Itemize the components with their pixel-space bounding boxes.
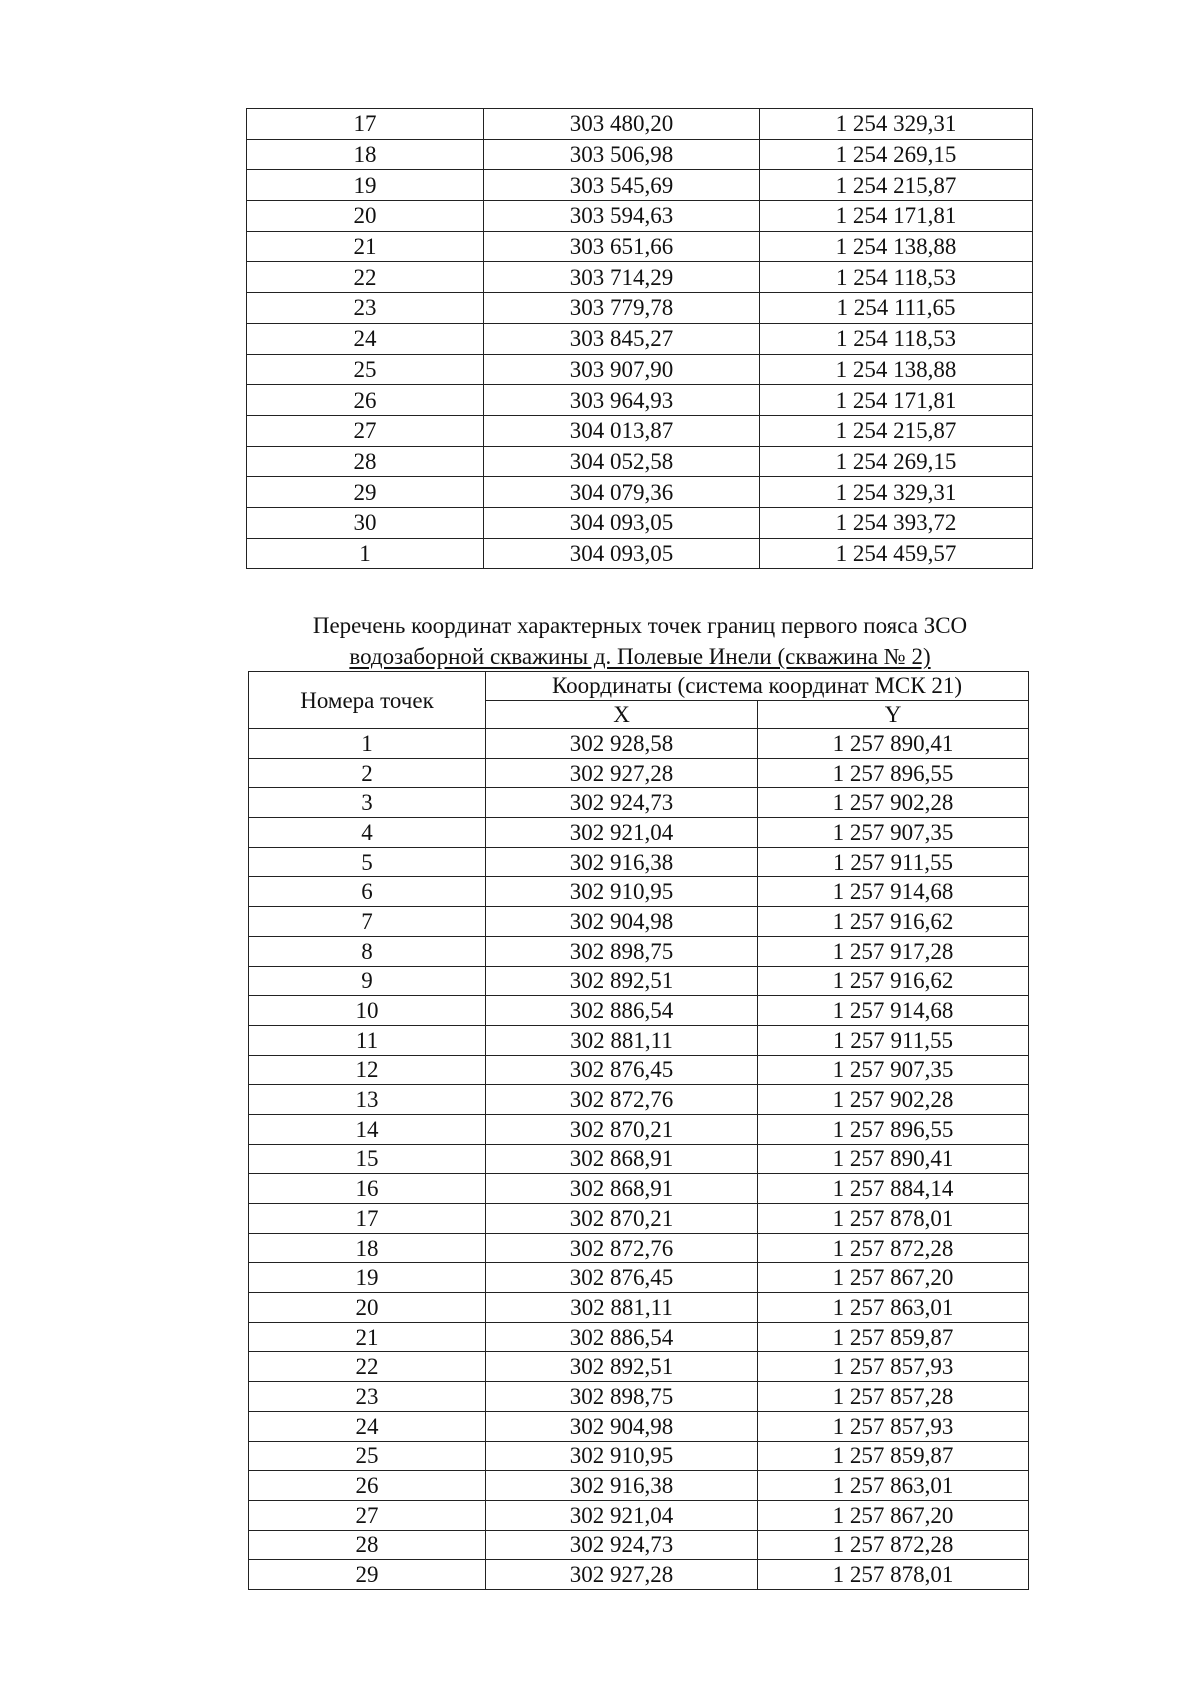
y-coordinate-cell: 1 257 916,62 (758, 966, 1029, 996)
table-row (247, 385, 1033, 416)
x-coordinate-cell: 303 545,69 (484, 170, 760, 201)
coordinates-table-continued-body (247, 109, 1033, 569)
table-row (249, 936, 1029, 966)
table-row (249, 758, 1029, 788)
table-row (247, 354, 1033, 385)
point-number-cell: 19 (247, 170, 484, 201)
y-coordinate-cell: 1 257 867,20 (758, 1500, 1029, 1530)
caption-line-2: водозаборной скважины д. Полевые Инели (скважина № 2) (349, 644, 931, 669)
y-coordinate-cell: 1 254 138,88 (760, 231, 1033, 262)
point-number-cell: 24 (247, 323, 484, 354)
point-number-cell: 20 (247, 201, 484, 232)
x-coordinate-cell: 304 093,05 (484, 507, 760, 538)
x-coordinate-cell: 302 904,98 (486, 907, 758, 937)
table-row (249, 1114, 1029, 1144)
point-number-cell: 30 (247, 507, 484, 538)
table-row (249, 1174, 1029, 1204)
x-coordinate-cell: 302 892,51 (486, 1352, 758, 1382)
y-coordinate-cell: 1 254 118,53 (760, 262, 1033, 293)
point-number-cell: 28 (249, 1530, 486, 1560)
point-number-cell: 23 (249, 1382, 486, 1412)
table-row (249, 1144, 1029, 1174)
table-row (247, 109, 1033, 140)
x-coordinate-cell: 304 093,05 (484, 538, 760, 569)
table-row (249, 1560, 1029, 1590)
y-coordinate-cell: 1 257 863,01 (758, 1293, 1029, 1323)
point-number-cell: 19 (249, 1263, 486, 1293)
x-coordinate-cell: 302 870,21 (486, 1204, 758, 1234)
x-coordinate-cell: 302 927,28 (486, 1560, 758, 1590)
point-number-cell: 26 (247, 385, 484, 416)
x-coordinate-cell: 302 886,54 (486, 1322, 758, 1352)
header-x: X (486, 700, 758, 729)
x-coordinate-cell: 302 921,04 (486, 818, 758, 848)
x-coordinate-cell: 304 079,36 (484, 477, 760, 508)
y-coordinate-cell: 1 254 329,31 (760, 477, 1033, 508)
point-number-cell: 29 (247, 477, 484, 508)
y-coordinate-cell: 1 257 867,20 (758, 1263, 1029, 1293)
y-coordinate-cell: 1 257 878,01 (758, 1560, 1029, 1590)
y-coordinate-cell: 1 257 911,55 (758, 1025, 1029, 1055)
x-coordinate-cell: 302 881,11 (486, 1025, 758, 1055)
point-number-cell: 8 (249, 936, 486, 966)
x-coordinate-cell: 302 872,76 (486, 1085, 758, 1115)
x-coordinate-cell: 303 845,27 (484, 323, 760, 354)
point-number-cell: 22 (247, 262, 484, 293)
x-coordinate-cell: 302 898,75 (486, 936, 758, 966)
y-coordinate-cell: 1 257 896,55 (758, 1114, 1029, 1144)
y-coordinate-cell: 1 257 878,01 (758, 1204, 1029, 1234)
x-coordinate-cell: 302 870,21 (486, 1114, 758, 1144)
point-number-cell: 17 (249, 1204, 486, 1234)
point-number-cell: 1 (249, 729, 486, 759)
y-coordinate-cell: 1 257 863,01 (758, 1471, 1029, 1501)
x-coordinate-cell: 302 892,51 (486, 966, 758, 996)
header-point-numbers: Номера точек (249, 672, 486, 729)
table-row (247, 170, 1033, 201)
table-row (249, 1471, 1029, 1501)
table-row (247, 538, 1033, 569)
y-coordinate-cell: 1 254 171,81 (760, 201, 1033, 232)
table-row (249, 1411, 1029, 1441)
point-number-cell: 25 (249, 1441, 486, 1471)
y-coordinate-cell: 1 257 884,14 (758, 1174, 1029, 1204)
table-row (249, 788, 1029, 818)
point-number-cell: 10 (249, 996, 486, 1026)
table-row (249, 1530, 1029, 1560)
point-number-cell: 7 (249, 907, 486, 937)
table-row (247, 139, 1033, 170)
y-coordinate-cell: 1 254 269,15 (760, 139, 1033, 170)
x-coordinate-cell: 302 928,58 (486, 729, 758, 759)
y-coordinate-cell: 1 257 907,35 (758, 1055, 1029, 1085)
y-coordinate-cell: 1 254 393,72 (760, 507, 1033, 538)
table-row (249, 966, 1029, 996)
header-coordinates: Координаты (система координат МСК 21) (486, 672, 1029, 701)
y-coordinate-cell: 1 254 171,81 (760, 385, 1033, 416)
x-coordinate-cell: 302 876,45 (486, 1263, 758, 1293)
table-row (247, 293, 1033, 324)
y-coordinate-cell: 1 257 857,93 (758, 1411, 1029, 1441)
x-coordinate-cell: 303 779,78 (484, 293, 760, 324)
point-number-cell: 23 (247, 293, 484, 324)
table-row (249, 1352, 1029, 1382)
y-coordinate-cell: 1 254 118,53 (760, 323, 1033, 354)
table-row (249, 996, 1029, 1026)
x-coordinate-cell: 302 881,11 (486, 1293, 758, 1323)
y-coordinate-cell: 1 257 914,68 (758, 996, 1029, 1026)
x-coordinate-cell: 302 886,54 (486, 996, 758, 1026)
point-number-cell: 28 (247, 446, 484, 477)
y-coordinate-cell: 1 257 911,55 (758, 847, 1029, 877)
table-row (247, 415, 1033, 446)
point-number-cell: 9 (249, 966, 486, 996)
y-coordinate-cell: 1 257 857,28 (758, 1382, 1029, 1412)
point-number-cell: 11 (249, 1025, 486, 1055)
table-row (249, 847, 1029, 877)
table-row (249, 877, 1029, 907)
point-number-cell: 17 (247, 109, 484, 140)
y-coordinate-cell: 1 257 907,35 (758, 818, 1029, 848)
table-row (249, 907, 1029, 937)
table-row (249, 1322, 1029, 1352)
x-coordinate-cell: 302 872,76 (486, 1233, 758, 1263)
coordinates-table-well-2-body (249, 729, 1029, 1590)
table-row (247, 201, 1033, 232)
point-number-cell: 20 (249, 1293, 486, 1323)
x-coordinate-cell: 302 868,91 (486, 1144, 758, 1174)
point-number-cell: 29 (249, 1560, 486, 1590)
x-coordinate-cell: 302 904,98 (486, 1411, 758, 1441)
x-coordinate-cell: 304 013,87 (484, 415, 760, 446)
point-number-cell: 6 (249, 877, 486, 907)
point-number-cell: 18 (249, 1233, 486, 1263)
x-coordinate-cell: 303 651,66 (484, 231, 760, 262)
table-row (247, 323, 1033, 354)
point-number-cell: 4 (249, 818, 486, 848)
point-number-cell: 15 (249, 1144, 486, 1174)
y-coordinate-cell: 1 257 914,68 (758, 877, 1029, 907)
x-coordinate-cell: 302 924,73 (486, 788, 758, 818)
table-header (249, 672, 1029, 729)
table-row (249, 1233, 1029, 1263)
y-coordinate-cell: 1 254 215,87 (760, 170, 1033, 201)
x-coordinate-cell: 302 898,75 (486, 1382, 758, 1412)
x-coordinate-cell: 302 916,38 (486, 1471, 758, 1501)
x-coordinate-cell: 302 916,38 (486, 847, 758, 877)
point-number-cell: 1 (247, 538, 484, 569)
table-row (249, 1055, 1029, 1085)
table-row (249, 1204, 1029, 1234)
y-coordinate-cell: 1 257 872,28 (758, 1233, 1029, 1263)
x-coordinate-cell: 303 480,20 (484, 109, 760, 140)
x-coordinate-cell: 303 964,93 (484, 385, 760, 416)
point-number-cell: 12 (249, 1055, 486, 1085)
point-number-cell: 3 (249, 788, 486, 818)
point-number-cell: 22 (249, 1352, 486, 1382)
point-number-cell: 18 (247, 139, 484, 170)
table-row (249, 1085, 1029, 1115)
y-coordinate-cell: 1 254 138,88 (760, 354, 1033, 385)
point-number-cell: 24 (249, 1411, 486, 1441)
point-number-cell: 16 (249, 1174, 486, 1204)
coordinates-table-well-2 (248, 671, 1029, 1590)
y-coordinate-cell: 1 254 459,57 (760, 538, 1033, 569)
y-coordinate-cell: 1 254 215,87 (760, 415, 1033, 446)
x-coordinate-cell: 303 714,29 (484, 262, 760, 293)
x-coordinate-cell: 303 594,63 (484, 201, 760, 232)
table-row (249, 818, 1029, 848)
y-coordinate-cell: 1 257 872,28 (758, 1530, 1029, 1560)
y-coordinate-cell: 1 257 859,87 (758, 1322, 1029, 1352)
table-caption (200, 610, 1080, 672)
y-coordinate-cell: 1 254 269,15 (760, 446, 1033, 477)
x-coordinate-cell: 302 910,95 (486, 1441, 758, 1471)
y-coordinate-cell: 1 257 896,55 (758, 758, 1029, 788)
point-number-cell: 21 (247, 231, 484, 262)
table-row (249, 1293, 1029, 1323)
table-row (247, 262, 1033, 293)
x-coordinate-cell: 303 907,90 (484, 354, 760, 385)
x-coordinate-cell: 302 868,91 (486, 1174, 758, 1204)
table-row (247, 446, 1033, 477)
point-number-cell: 5 (249, 847, 486, 877)
point-number-cell: 14 (249, 1114, 486, 1144)
table-row (249, 1500, 1029, 1530)
header-y: Y (758, 700, 1029, 729)
point-number-cell: 26 (249, 1471, 486, 1501)
x-coordinate-cell: 302 921,04 (486, 1500, 758, 1530)
table-row (249, 1263, 1029, 1293)
y-coordinate-cell: 1 257 857,93 (758, 1352, 1029, 1382)
caption-line-1: Перечень координат характерных точек границ первого пояса ЗСО (312, 613, 968, 638)
table-row (247, 477, 1033, 508)
y-coordinate-cell: 1 257 902,28 (758, 788, 1029, 818)
point-number-cell: 21 (249, 1322, 486, 1352)
coordinates-table-continued (246, 108, 1033, 569)
header-row-1 (249, 672, 1029, 701)
y-coordinate-cell: 1 257 890,41 (758, 729, 1029, 759)
point-number-cell: 27 (249, 1500, 486, 1530)
y-coordinate-cell: 1 257 890,41 (758, 1144, 1029, 1174)
y-coordinate-cell: 1 257 916,62 (758, 907, 1029, 937)
point-number-cell: 25 (247, 354, 484, 385)
table-row (249, 1441, 1029, 1471)
y-coordinate-cell: 1 257 859,87 (758, 1441, 1029, 1471)
table-row (249, 1382, 1029, 1412)
table-row (249, 1025, 1029, 1055)
point-number-cell: 13 (249, 1085, 486, 1115)
x-coordinate-cell: 302 876,45 (486, 1055, 758, 1085)
table-row (247, 231, 1033, 262)
y-coordinate-cell: 1 257 917,28 (758, 936, 1029, 966)
x-coordinate-cell: 302 924,73 (486, 1530, 758, 1560)
x-coordinate-cell: 302 927,28 (486, 758, 758, 788)
table-row (247, 507, 1033, 538)
x-coordinate-cell: 304 052,58 (484, 446, 760, 477)
y-coordinate-cell: 1 254 329,31 (760, 109, 1033, 140)
point-number-cell: 2 (249, 758, 486, 788)
x-coordinate-cell: 303 506,98 (484, 139, 760, 170)
x-coordinate-cell: 302 910,95 (486, 877, 758, 907)
y-coordinate-cell: 1 254 111,65 (760, 293, 1033, 324)
point-number-cell: 27 (247, 415, 484, 446)
y-coordinate-cell: 1 257 902,28 (758, 1085, 1029, 1115)
table-row (249, 729, 1029, 759)
